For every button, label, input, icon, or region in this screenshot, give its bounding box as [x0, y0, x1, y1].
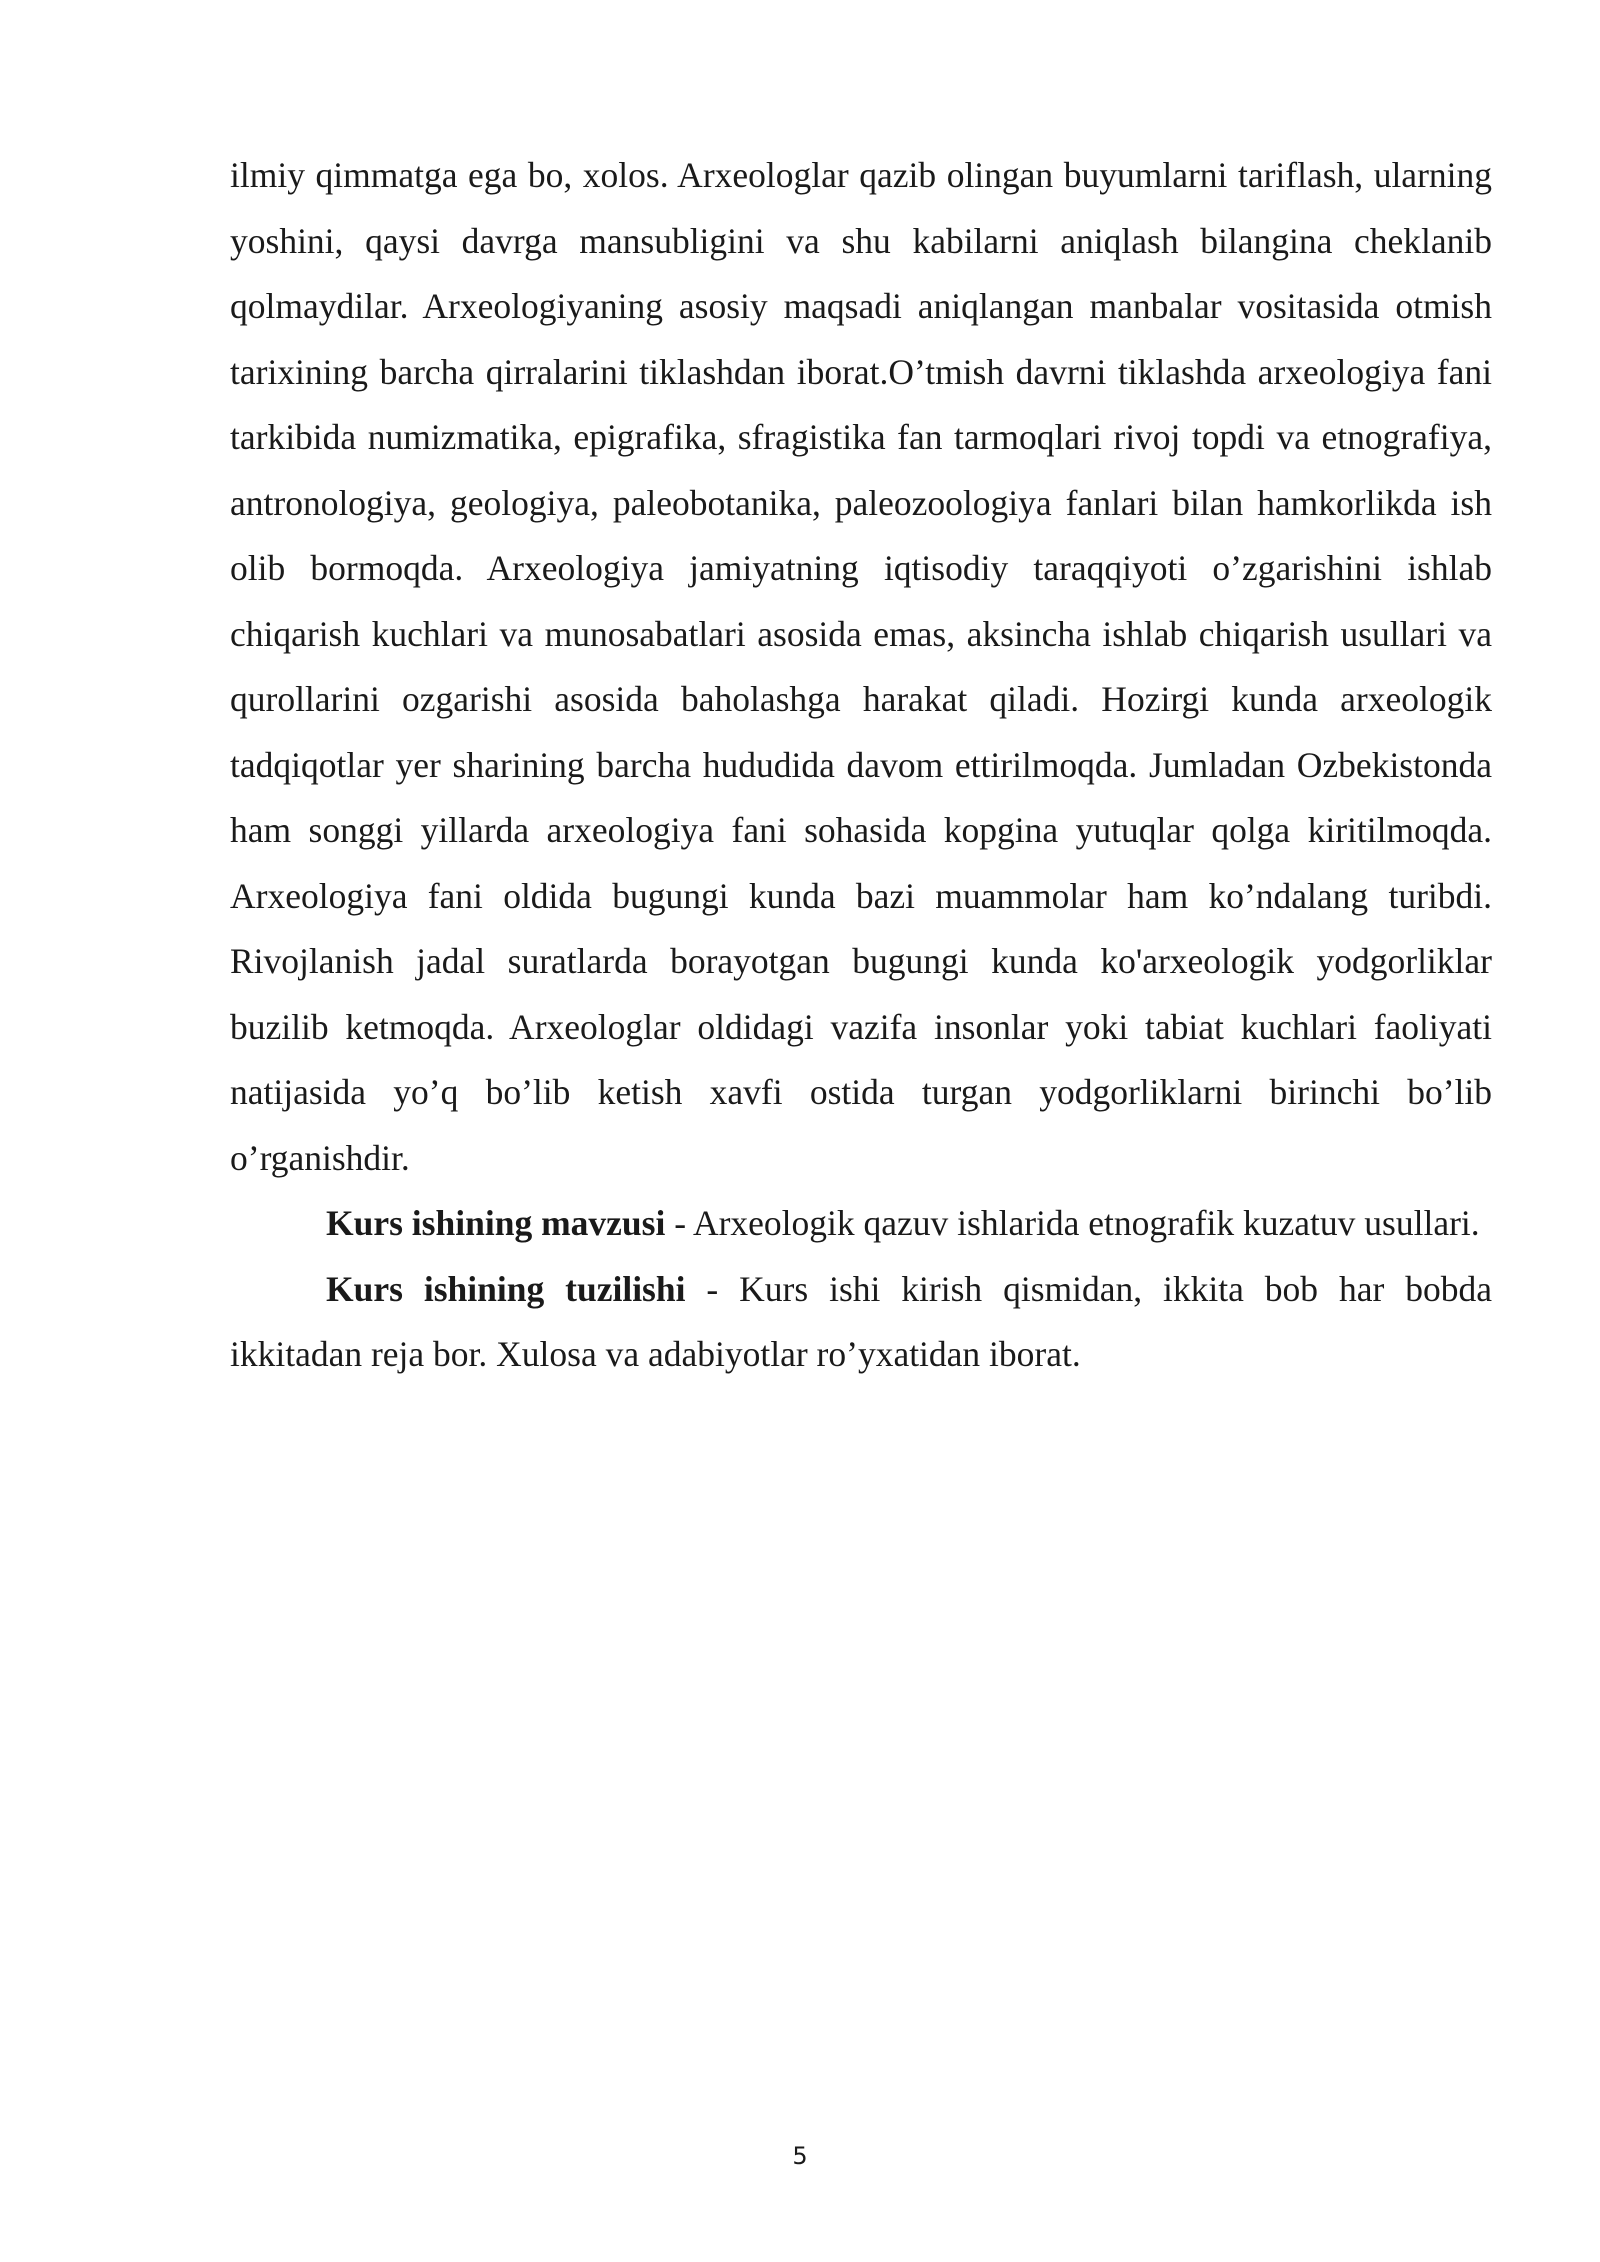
paragraph-course-topic [230, 1191, 1492, 1257]
course-topic-separator: - [665, 1203, 693, 1243]
paragraph-archaeology: ilmiy qimmatga ega bo, xolos. Arxeologlar qazib olingan buyumlarni tariflash, ularning yoshini, qaysi davrga mansubligini va shu kabilarni aniqlash bilangina cheklanib qolmaydilar. Arxeologiyaning asosiy maqsadi aniqlangan manbalar vositasida otmish tarixining barcha qirralarini tiklashdan iborat.O’tmish davrni tiklashda arxeologiya fani tarkibida numizmatika, epigrafika, sfragistika fan tarmoqlari rivoj topdi va etnografiya, antronologiya, geologiya, paleobotanika, paleozoologiya fanlari bilan hamkorlikda ish olib bormoqda. Arxeologiya jamiyatning iqtisodiy taraqqiyoti o’zgarishini ishlab chiqarish kuchlari va munosabatlari asosida emas, aksincha ishlab chiqarish usullari va qurollarini ozgarishi asosida baholashga harakat qiladi. Hozirgi kunda arxeologik tadqiqotlar yer sharining barcha hududida davom ettirilmoqda. Jumladan Ozbekistonda ham songgi yillarda arxeologiya fani sohasida kopgina yutuqlar qolga kiritilmoqda. Arxeologiya fani oldida bugungi kunda bazi muammolar ham ko’ndalang turibdi. Rivojlanish jadal suratlarda borayotgan bugungi kunda ko'arxeologik yodgorliklar buzilib ketmoqda. Arxeologlar oldidagi vazifa insonlar yoki tabiat kuchlari faoliyati natijasida yo’q bo’lib ketish xavfi ostida turgan yodgorliklarni birinchi bo’lib o’rganishdir. [230, 155, 1492, 1178]
paragraph-course-structure [230, 1257, 1492, 1388]
course-topic-text: Arxeologik qazuv ishlarida etnografik kuzatuv usullari. [692, 1203, 1480, 1243]
course-structure-label: Kurs ishining tuzilishi [326, 1268, 686, 1309]
body-text [230, 143, 1492, 1388]
course-topic-label: Kurs ishining mavzusi [326, 1203, 666, 1243]
course-structure-separator: - [685, 1268, 740, 1309]
course-structure-text: Kurs ishi kirish qismidan, ikkita bob har bobda ikkitadan reja bor. Xulosa va adabiyotlar ro’yxatidan iborat. [230, 1268, 1492, 1374]
page-number: 5 [792, 2142, 808, 2170]
